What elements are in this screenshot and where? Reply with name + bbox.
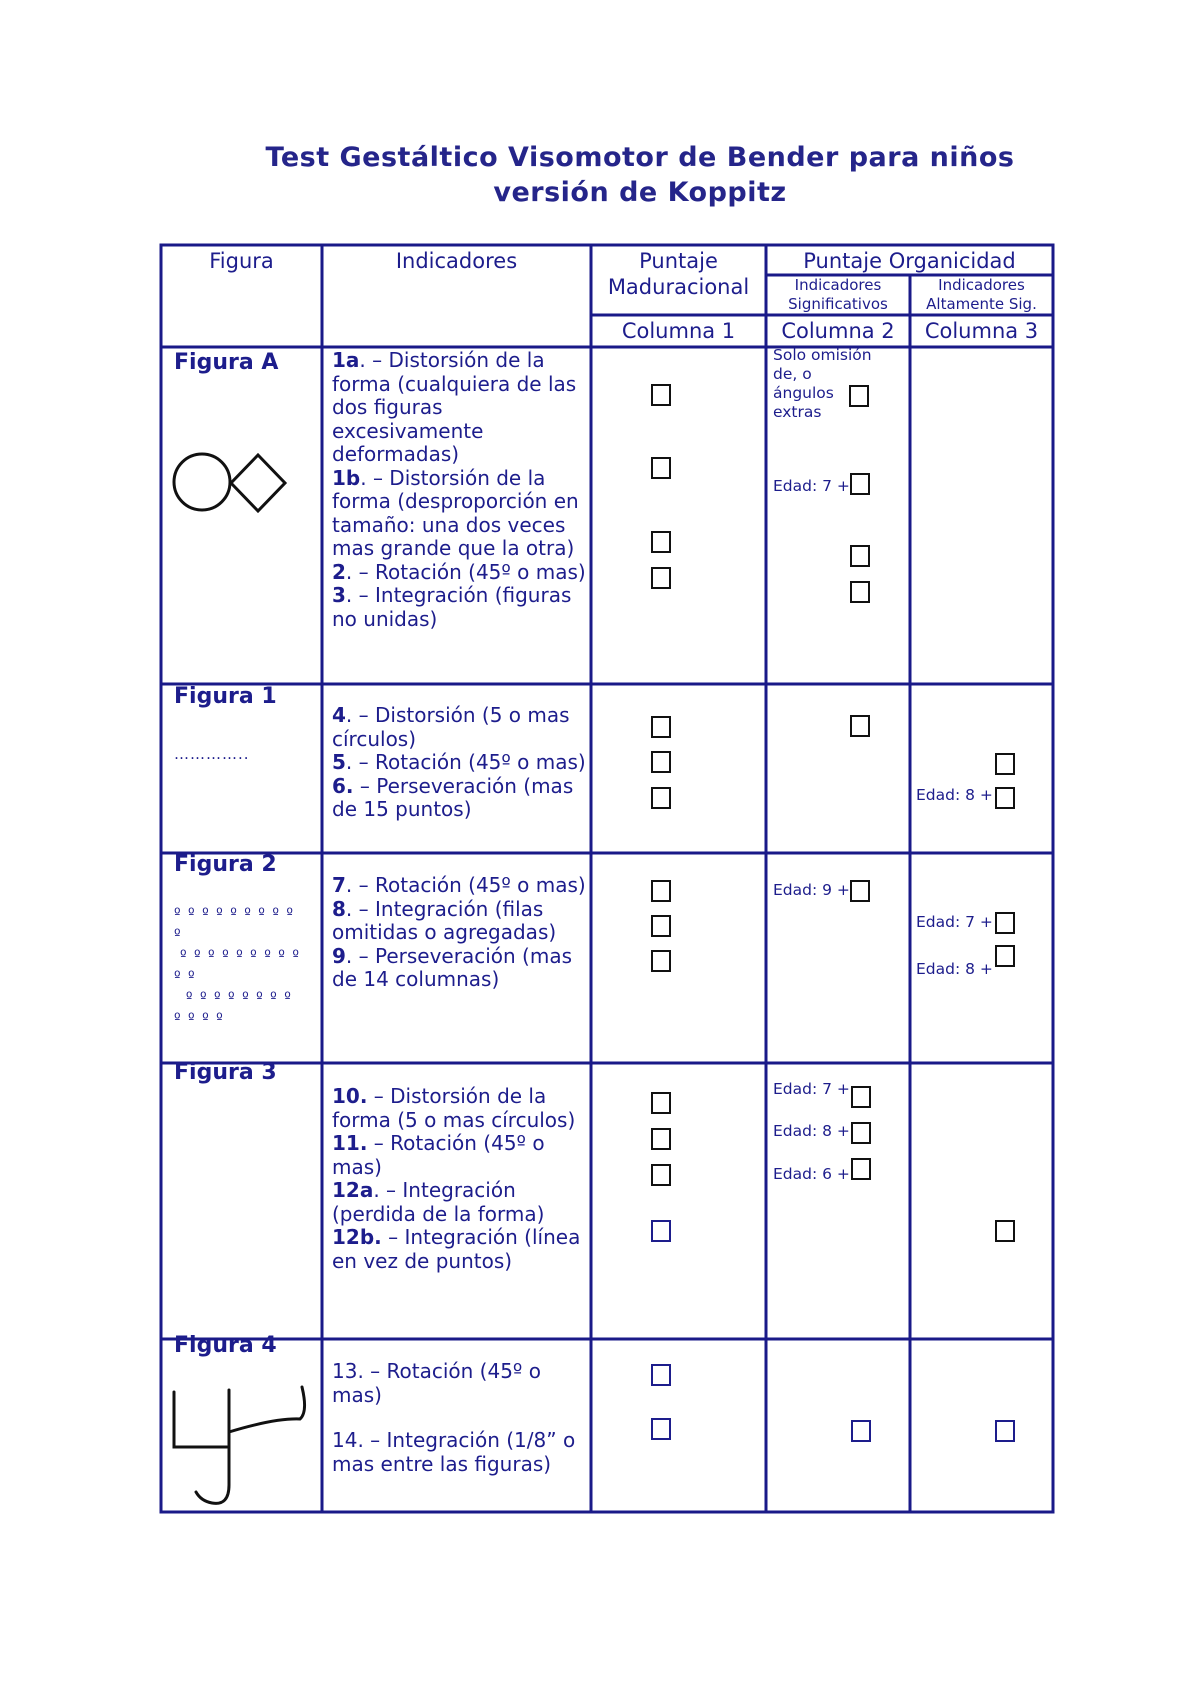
figure-1-label: Figura 1 [174, 684, 277, 709]
indicator-10-text: – Distorsión de la forma (5 o mas círculos) [332, 1084, 576, 1132]
figure-a-drawing [174, 454, 285, 511]
figure-4-drawing [174, 1387, 305, 1503]
indicator-6-text: – Perseveración (mas de 15 puntos) [332, 773, 574, 821]
edad-label-12a: Edad: 6 + [773, 1165, 850, 1183]
indicator-4-number: 4 [332, 703, 346, 727]
indicator-9-text: . – Perseveración (mas de 14 columnas) [332, 943, 572, 991]
header-indicadores: Indicadores [395, 249, 518, 273]
header-columna-3: Columna 3 [924, 319, 1039, 343]
figure-a-indicators [332, 349, 587, 631]
header-ind-sig-1: Indicadores [794, 276, 882, 294]
checkbox-9-col1[interactable] [651, 950, 671, 972]
indicator-10 [332, 1085, 587, 1132]
indicator-2-number: 2 [332, 559, 346, 584]
indicator-7-number: 7 [332, 873, 346, 897]
figure-a-label: Figura A [174, 350, 279, 375]
header-indicadores-altamente [910, 276, 1053, 314]
indicator-8-number: 8 [332, 896, 346, 921]
indicator-13: 13. – Rotación (45º o mas) [332, 1359, 541, 1407]
title-line-1: Test Gestáltico Visomotor de Bender para niños [265, 142, 1015, 173]
checkbox-12a-col2[interactable] [851, 1158, 871, 1180]
indicator-14: 14. – Integración (1/8” o mas entre las figuras) [332, 1428, 576, 1476]
header-ind-sig-2: Significativos [788, 295, 888, 313]
indicator-5-number: 5 [332, 750, 346, 774]
header-ind-alt-2: Altamente Sig. [926, 295, 1037, 313]
checkbox-11-col1[interactable] [651, 1128, 671, 1150]
indicator-6-number: 6. [332, 773, 354, 798]
indicator-9-number: 9 [332, 943, 346, 968]
indicator-12a [332, 1179, 587, 1226]
checkbox-2-col1[interactable] [651, 531, 671, 553]
checkbox-1b-col2[interactable] [850, 473, 870, 495]
indicator-12b [332, 1226, 587, 1273]
checkbox-14-col3[interactable] [995, 1420, 1015, 1442]
indicator-7 [332, 874, 587, 898]
figure-4-indicators [332, 1360, 587, 1476]
indicator-8 [332, 898, 587, 945]
header-columna-1: Columna 1 [621, 319, 736, 343]
figure-2-circles: º º º º º º º º º º º º º º º º º º º º º º º º º º º º º º º º º [174, 906, 301, 1027]
checkbox-7-col1[interactable] [651, 880, 671, 902]
indicator-5 [332, 751, 587, 775]
header-figura: Figura [209, 249, 274, 273]
figure-3-indicators [332, 1085, 587, 1273]
title-line-2: versión de Koppitz [493, 177, 787, 208]
header-puntaje-organicidad: Puntaje Organicidad [803, 249, 1016, 273]
header-ind-alt-1: Indicadores [938, 276, 1025, 294]
indicator-1b-text: . – Distorsión de la forma (desproporción en tamaño: una dos veces mas grande que la otra) [332, 465, 579, 560]
indicator-11-number: 11. [332, 1131, 368, 1155]
indicator-1b [332, 467, 587, 561]
checkbox-11-col2[interactable] [851, 1122, 871, 1144]
note-solo-omision: Solo omisión de, o ángulos extras [773, 346, 872, 421]
checkbox-10-col2[interactable] [851, 1086, 871, 1108]
indicator-3 [332, 584, 587, 631]
edad-label-6: Edad: 8 + [916, 786, 993, 804]
indicator-7-text: . – Rotación (45º o mas) [345, 873, 586, 897]
indicator-2 [332, 561, 587, 585]
edad-label-8: Edad: 7 + [916, 913, 993, 931]
checkbox-4-col1[interactable] [651, 716, 671, 738]
indicator-3-number: 3 [332, 583, 346, 607]
checkbox-8-col1[interactable] [651, 915, 671, 937]
figure-3-label: Figura 3 [174, 1060, 277, 1085]
indicator-12b-text: – Integración (línea en vez de puntos) [332, 1225, 581, 1273]
checkbox-10-col1[interactable] [651, 1092, 671, 1114]
indicator-2-text: . – Rotación (45º o mas) [345, 559, 586, 584]
indicator-12a-text: . – Integración (perdida de la forma) [332, 1178, 545, 1226]
checkbox-2-col2[interactable] [850, 545, 870, 567]
indicator-9 [332, 945, 587, 992]
indicator-6 [332, 775, 587, 822]
edad-label-9: Edad: 8 + [916, 960, 993, 978]
checkbox-14-col1[interactable] [651, 1418, 671, 1440]
indicator-12b-number: 12b. [332, 1225, 382, 1249]
edad-label-11: Edad: 8 + [773, 1122, 850, 1140]
indicator-11 [332, 1132, 587, 1179]
checkbox-12a-col1[interactable] [651, 1164, 671, 1186]
checkbox-3-col1[interactable] [651, 567, 671, 589]
checkbox-1a-col1[interactable] [651, 384, 671, 406]
checkbox-6-col1[interactable] [651, 787, 671, 809]
indicator-12a-number: 12a [332, 1178, 374, 1202]
indicator-10-number: 10. [332, 1084, 368, 1108]
checkbox-1b-col1[interactable] [651, 457, 671, 479]
checkbox-5-col3[interactable] [995, 753, 1015, 775]
indicator-5-text: . – Rotación (45º o mas) [345, 750, 586, 774]
checkbox-3-col2[interactable] [850, 581, 870, 603]
checkbox-4-col2[interactable] [850, 715, 870, 737]
checkbox-13-col1[interactable] [651, 1364, 671, 1386]
indicator-1a-text: . – Distorsión de la forma (cualquiera de las dos figuras excesivamente deformadas) [332, 348, 577, 466]
indicator-1b-number: 1b [332, 465, 361, 490]
indicator-4 [332, 704, 587, 751]
checkbox-12b-col3[interactable] [995, 1220, 1015, 1242]
figure-2-indicators [332, 874, 587, 992]
checkbox-14-col2[interactable] [851, 1420, 871, 1442]
indicator-3-text: . – Integración (figuras no unidas) [332, 583, 572, 631]
checkbox-7-col2[interactable] [850, 880, 870, 902]
checkbox-1a-col2[interactable] [849, 385, 869, 407]
checkbox-6-col3[interactable] [995, 787, 1015, 809]
figure-4-label: Figura 4 [174, 1333, 277, 1358]
indicator-1a [332, 349, 587, 467]
header-columna-2: Columna 2 [781, 319, 895, 343]
edad-label-1b: Edad: 7 + [773, 477, 850, 495]
indicator-1a-number: 1a [332, 348, 360, 372]
checkbox-5-col1[interactable] [651, 751, 671, 773]
header-indicadores-significativos [766, 276, 910, 314]
header-puntaje-label: Puntaje [639, 249, 718, 273]
header-maduracional-label: Maduracional [607, 275, 750, 299]
edad-label-7: Edad: 9 + [773, 881, 850, 899]
checkbox-8-col3[interactable] [995, 912, 1015, 934]
figure-2-label: Figura 2 [174, 852, 277, 877]
indicator-8-text: . – Integración (filas omitidas o agregadas) [332, 896, 557, 944]
checkbox-9-col3[interactable] [995, 945, 1015, 967]
figure-1-indicators [332, 704, 587, 822]
indicator-4-text: . – Distorsión (5 o mas círculos) [332, 703, 570, 751]
checkbox-12b-col1[interactable] [651, 1220, 671, 1242]
figure-1-dots: ………….. [174, 745, 250, 763]
edad-label-10: Edad: 7 + [773, 1080, 850, 1098]
indicator-11-text: – Rotación (45º o mas) [332, 1131, 545, 1179]
header-puntaje-maduracional [591, 248, 766, 300]
